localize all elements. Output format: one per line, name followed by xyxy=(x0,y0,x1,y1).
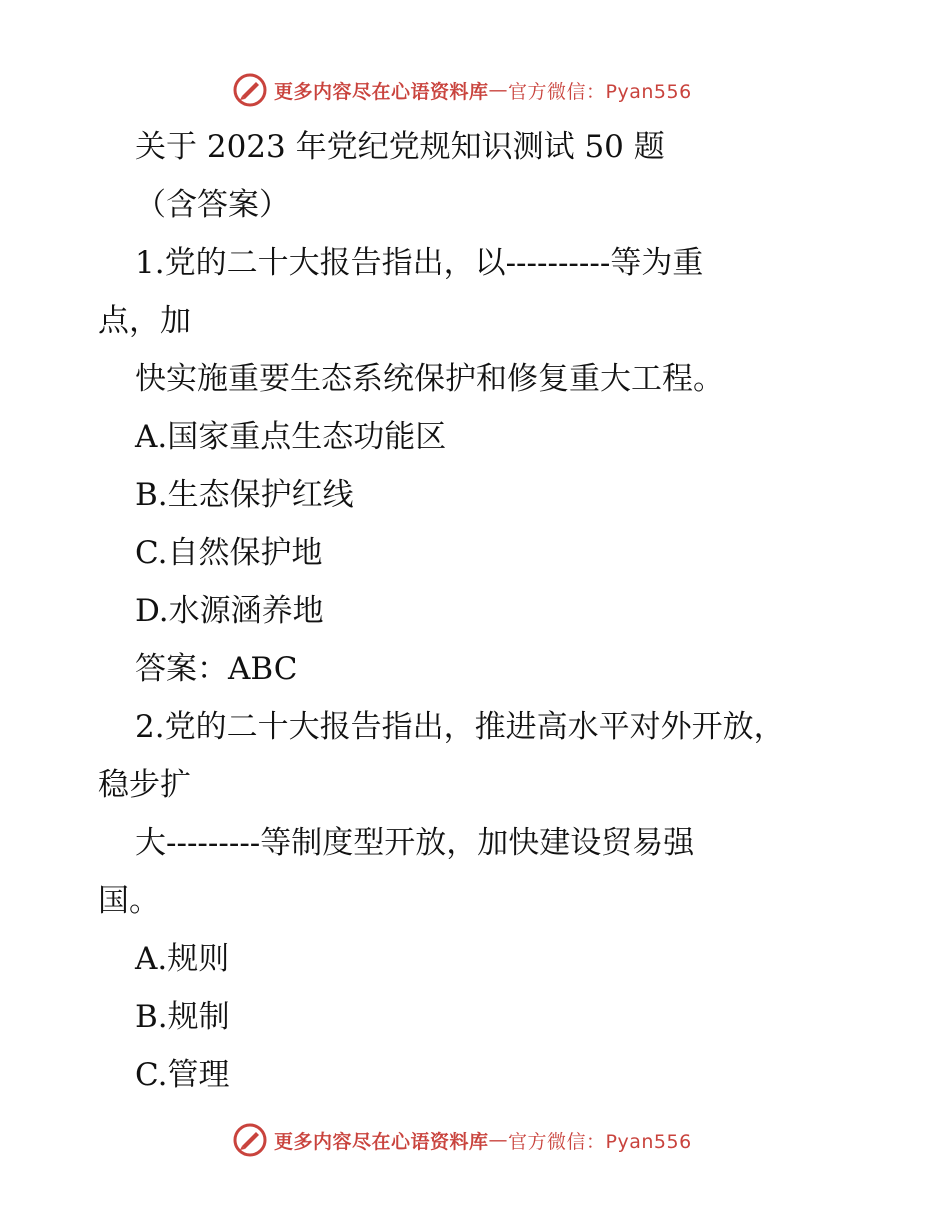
question-2-line-1: 2.党的二十大报告指出，推进高水平对外开放， xyxy=(135,709,785,745)
brand-logo-icon xyxy=(232,72,268,108)
question-1-line-2: 点，加 xyxy=(98,303,191,339)
question-2-line-2: 稳步扩 xyxy=(98,767,191,803)
watermark-contact: 官方微信：Pyan556 xyxy=(508,1130,692,1153)
document-body xyxy=(98,118,850,1104)
watermark-separator: — xyxy=(488,79,509,101)
question-2-line-3: 大---------等制度型开放，加快建设贸易强 xyxy=(135,825,695,861)
question-1-line-3: 快实施重要生态系统保护和修复重大工程。 xyxy=(135,361,724,397)
question-2-option-a: A.规则 xyxy=(135,941,230,977)
question-1-option-a: A.国家重点生态功能区 xyxy=(135,419,447,455)
brand-logo-icon xyxy=(232,1122,268,1158)
watermark-contact: 官方微信：Pyan556 xyxy=(508,80,692,103)
watermark-brand: 更多内容尽在心语资料库 xyxy=(274,1130,489,1153)
header-watermark xyxy=(232,70,692,110)
question-1-option-b: B.生态保护红线 xyxy=(135,477,354,513)
question-2-option-b: B.规制 xyxy=(135,999,230,1035)
watermark-separator: — xyxy=(488,1129,509,1151)
footer-watermark xyxy=(232,1120,692,1160)
doc-title-line-1: 关于 2023 年党纪党规知识测试 50 题 xyxy=(135,129,665,165)
question-1-option-d: D.水源涵养地 xyxy=(135,593,324,629)
watermark-brand: 更多内容尽在心语资料库 xyxy=(274,80,489,103)
question-2-line-4: 国。 xyxy=(98,883,160,919)
doc-title-line-2: （含答案） xyxy=(135,187,290,223)
question-2-option-c: C.管理 xyxy=(135,1057,230,1093)
question-1-option-c: C.自然保护地 xyxy=(135,535,323,571)
question-1-line-1: 1.党的二十大报告指出，以----------等为重 xyxy=(135,245,704,281)
question-1-answer: 答案：ABC xyxy=(135,651,298,687)
